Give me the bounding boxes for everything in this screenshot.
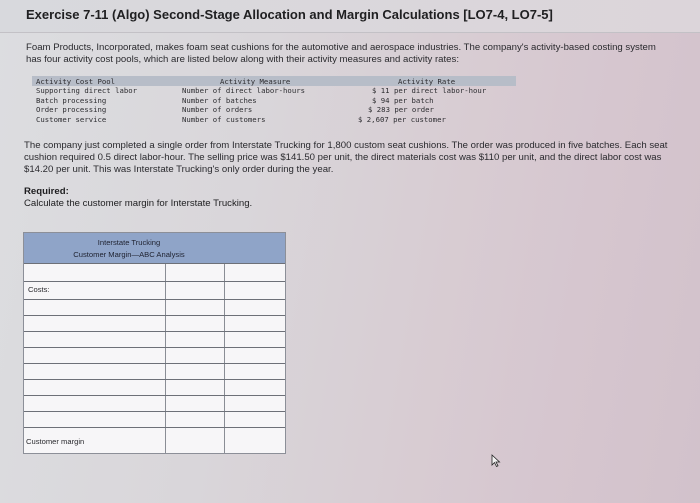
header-activity-measure: Activity Measure	[220, 77, 291, 86]
activity-rate: $ 2,607 per customer	[358, 114, 446, 124]
header-cost-pool: Activity Cost Pool	[36, 77, 116, 86]
cost-pool-name: Customer service	[36, 114, 107, 124]
table-subtitle: Customer Margin—ABC Analysis	[73, 250, 185, 259]
cost-pool-name: Supporting direct labor	[36, 86, 138, 95]
table-row	[24, 263, 285, 282]
activity-measure: Number of orders	[182, 105, 253, 114]
customer-margin-label: Customer margin	[26, 437, 85, 446]
activity-rate: $ 283 per order	[368, 105, 434, 114]
table-row[interactable]	[24, 331, 285, 348]
costs-label: Costs:	[28, 285, 50, 294]
table-row	[32, 105, 516, 115]
order-paragraph: The company just completed a single order from Interstate Trucking for 1,800 custom seat cushions. The order was produced in five batches. Each seat cushion required 0.5 direct labor-hour. The selling price was $141.50 per unit, the direct materials cost was $110 per unit, and the direct labor cost was $14.20 per unit. This was Interstate Trucking's only order during the year.	[24, 140, 668, 175]
table-row[interactable]	[24, 315, 285, 332]
activity-pool-table-header	[32, 76, 516, 86]
table-row[interactable]	[24, 363, 285, 380]
table-row[interactable]	[24, 411, 285, 428]
activity-rate: $ 94 per batch	[372, 95, 434, 105]
cost-pool-name: Order processing	[36, 105, 107, 114]
intro-paragraph: Foam Products, Incorporated, makes foam seat cushions for the automotive and aerospace industries. The company's activity-based costing system has four activity cost pools, which are listed below along with their activity measures and activity rates:	[26, 42, 656, 65]
table-row	[32, 86, 516, 96]
header-activity-rate: Activity Rate	[398, 77, 456, 86]
required-section	[24, 186, 252, 210]
table-row[interactable]	[24, 299, 285, 316]
table-row	[32, 115, 516, 125]
activity-pool-table	[32, 76, 516, 124]
activity-rate: $ 11 per direct labor-hour	[372, 86, 487, 95]
activity-measure: Number of direct labor-hours	[182, 86, 306, 95]
customer-margin-table	[23, 232, 286, 454]
activity-measure: Number of batches	[182, 95, 257, 105]
table-row[interactable]	[24, 427, 285, 454]
page-title: Exercise 7-11 (Algo) Second-Stage Allocation and Margin Calculations [LO7-4, LO7-5]	[26, 7, 553, 22]
table-company-title: Interstate Trucking	[97, 238, 161, 247]
title-bar	[0, 0, 700, 33]
cost-pool-name: Batch processing	[36, 95, 107, 105]
table-row	[32, 96, 516, 106]
table-row[interactable]	[24, 395, 285, 412]
required-label: Required:	[24, 186, 69, 197]
mouse-cursor-icon	[491, 454, 501, 468]
customer-margin-table-header	[24, 233, 285, 263]
required-text: Calculate the customer margin for Interstate Trucking.	[24, 198, 253, 209]
activity-measure: Number of customers	[182, 114, 266, 124]
table-row	[24, 281, 285, 300]
table-row[interactable]	[24, 379, 285, 396]
table-row[interactable]	[24, 347, 285, 364]
